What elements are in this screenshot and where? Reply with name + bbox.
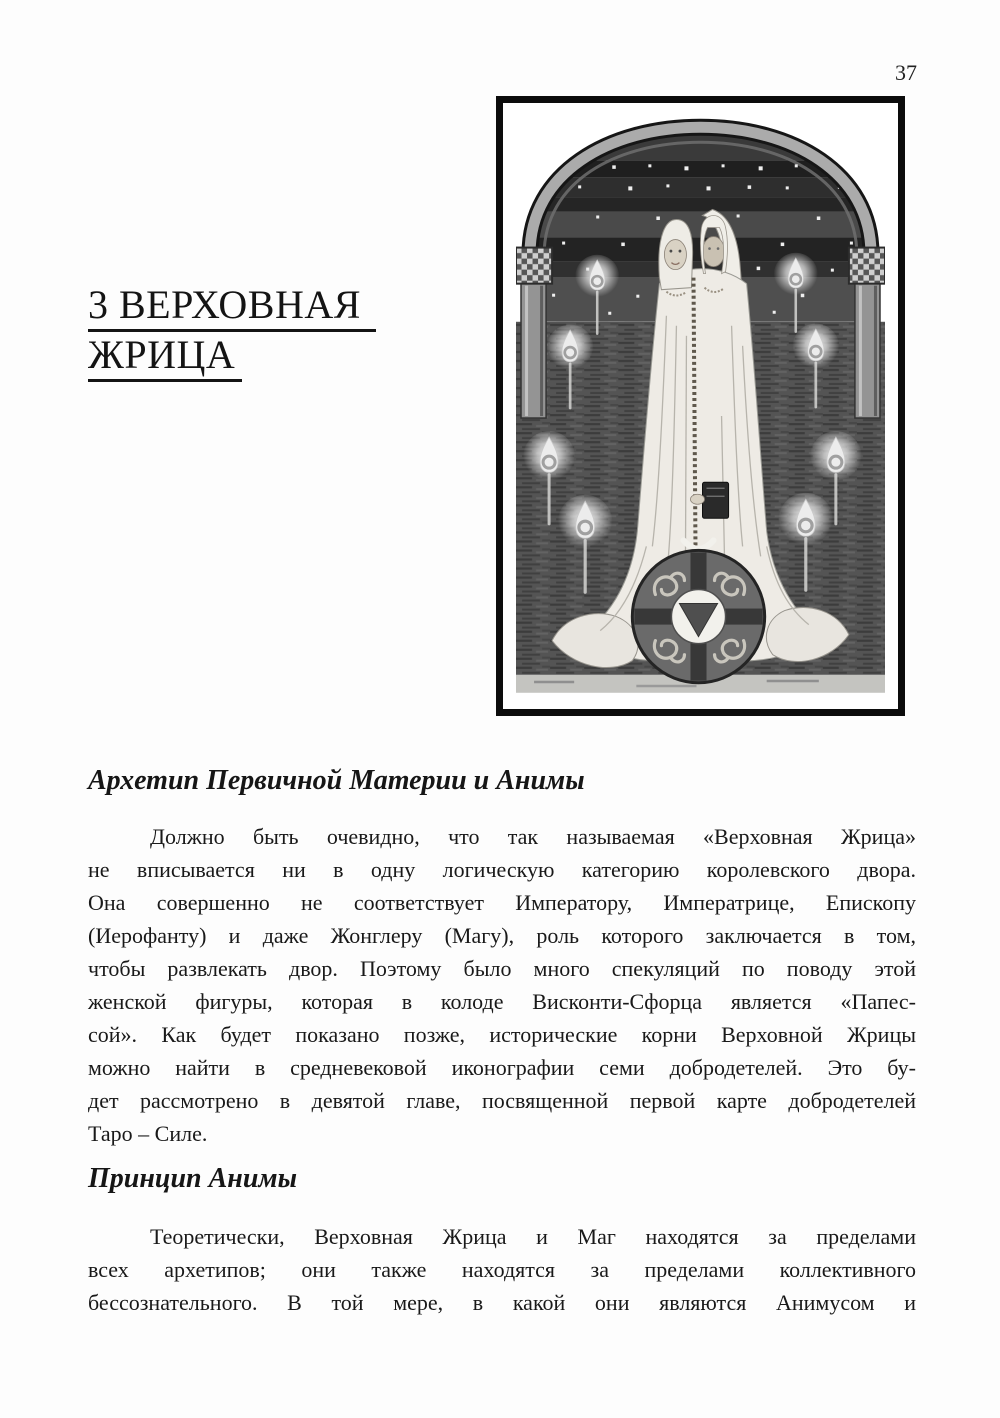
text-line: женской фигуры, которая в колоде Висконти-Сфорца является «Папес- [88, 989, 916, 1014]
text-line: можно найти в средневековой иконографии семи добродетелей. Это бу- [88, 1055, 916, 1080]
chapter-title [88, 282, 376, 382]
paragraph-anima-principle [88, 1220, 916, 1319]
text-line: Таро – Силе. [88, 1121, 208, 1146]
text-line: Теоретически, Верховная Жрица и Маг находятся за пределами [150, 1224, 916, 1249]
text-line: сой». Как будет показано позже, исторические корни Верховной Жрицы [88, 1022, 916, 1047]
text-line: дет рассмотрено в девятой главе, посвященной первой карте добродетелей [88, 1088, 916, 1113]
section-heading-archetype: Архетип Первичной Материи и Анимы [88, 765, 585, 796]
chapter-title-line1: 3 ВЕРХОВНАЯ [88, 282, 376, 332]
section-heading-anima-principle: Принцип Анимы [88, 1163, 298, 1194]
high-priestess-card-art [516, 115, 885, 697]
text-line: бессознательного. В той мере, в какой они являются Анимусом и [88, 1290, 916, 1315]
text-line: чтобы развлекать двор. Поэтому было много спекуляций по поводу этой [88, 956, 916, 981]
text-line: не вписывается ни в одну логическую категорию королевского двора. [88, 857, 916, 882]
paragraph-archetype [88, 820, 916, 1150]
tarot-card-figure [496, 96, 905, 716]
chapter-title-line2: ЖРИЦА [88, 332, 242, 382]
page-number: 37 [895, 60, 917, 85]
text-line: (Иерофанту) и даже Жонглеру (Магу), роль которого заключается в том, [88, 923, 916, 948]
text-line: всех архетипов; они также находятся за пределами коллективного [88, 1257, 916, 1282]
text-line: Она совершенно не соответствует Императору, Императрице, Епископу [88, 890, 916, 915]
text-line: Должно быть очевидно, что так называемая «Верховная Жрица» [150, 824, 916, 849]
